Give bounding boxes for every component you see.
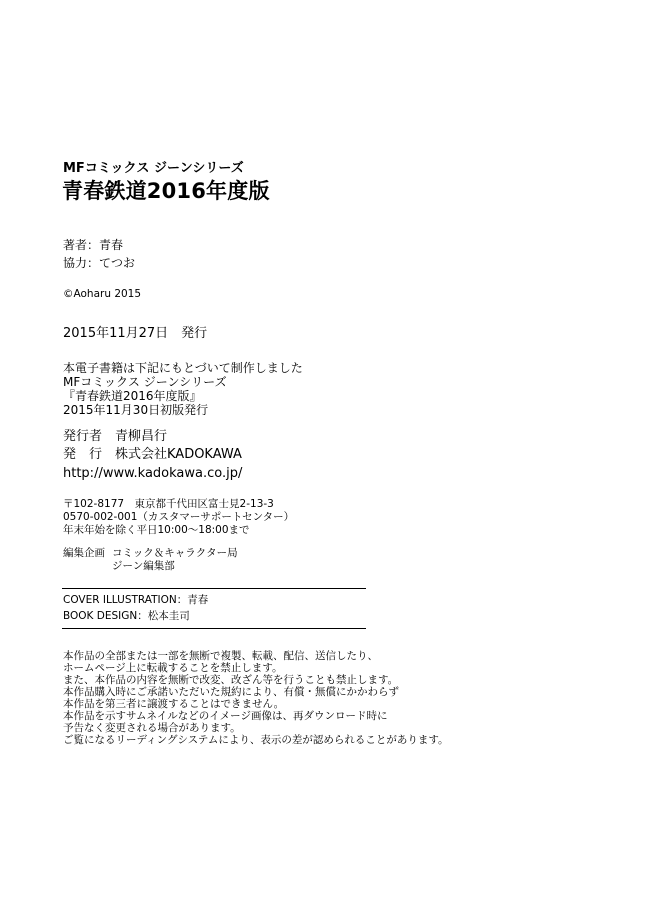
notice-line: 本作品購入時にご承諾いただいた規約により、有償・無償にかかわらず bbox=[63, 686, 399, 698]
publish-date: 2015年11月27日 発行 bbox=[63, 326, 208, 341]
notice-line: また、本作品の内容を無断で改変、改ざん等を行うことも禁止します。 bbox=[63, 674, 399, 686]
source-line-2: MFコミックス ジーンシリーズ bbox=[63, 375, 227, 389]
editorial-label: 編集企画 bbox=[63, 547, 105, 559]
divider-bottom bbox=[62, 628, 366, 629]
address-line-2: 0570-002-001（カスタマーサポートセンター） bbox=[63, 511, 295, 523]
notice-line: 本作品の全部または一部を無断で複製、転載、配信、送信したり、 bbox=[63, 650, 378, 662]
editorial-dept-1: コミック＆キャラクター局 bbox=[112, 547, 238, 559]
notice-line: 本作品を第三者に譲渡することはできません。 bbox=[63, 698, 285, 710]
address-line-1: 〒102-8177 東京都千代田区富士見2-13-3 bbox=[63, 498, 274, 510]
series-name: MFコミックス ジーンシリーズ bbox=[63, 161, 244, 176]
editorial-dept-2: ジーン編集部 bbox=[112, 560, 175, 572]
issuer-line: 発 行 株式会社KADOKAWA bbox=[63, 447, 242, 462]
notice-line: 予告なく変更される場合があります。 bbox=[63, 722, 241, 734]
notice-line: ホームページ上に転載することを禁止します。 bbox=[63, 662, 283, 674]
book-title: 青春鉄道2016年度版 bbox=[62, 179, 270, 203]
copyright-notice: ©Aoharu 2015 bbox=[63, 288, 142, 300]
notice-line: ご覧になるリーディングシステムにより、表示の差が認められることがあります。 bbox=[63, 734, 449, 746]
divider-top bbox=[62, 588, 366, 589]
address-line-3: 年末年始を除く平日10:00～18:00まで bbox=[63, 524, 250, 536]
book-design-credit: BOOK DESIGN：松本圭司 bbox=[63, 610, 190, 622]
publisher-url: http://www.kadokawa.co.jp/ bbox=[63, 466, 243, 481]
source-line-3: 『青春鉄道2016年度版』 bbox=[63, 389, 202, 403]
source-line-4: 2015年11月30日初版発行 bbox=[63, 403, 209, 417]
publisher-line: 発行者 青柳昌行 bbox=[63, 429, 168, 444]
notice-line: 本作品を示すサムネイルなどのイメージ画像は、再ダウンロード時に bbox=[63, 710, 388, 722]
cover-illustration-credit: COVER ILLUSTRATION：青春 bbox=[63, 594, 209, 606]
cooperation-credit: 協力：てつお bbox=[63, 256, 136, 270]
source-line-1: 本電子書籍は下記にもとづいて制作しました bbox=[63, 361, 303, 375]
author-credit: 著者：青春 bbox=[63, 238, 124, 252]
